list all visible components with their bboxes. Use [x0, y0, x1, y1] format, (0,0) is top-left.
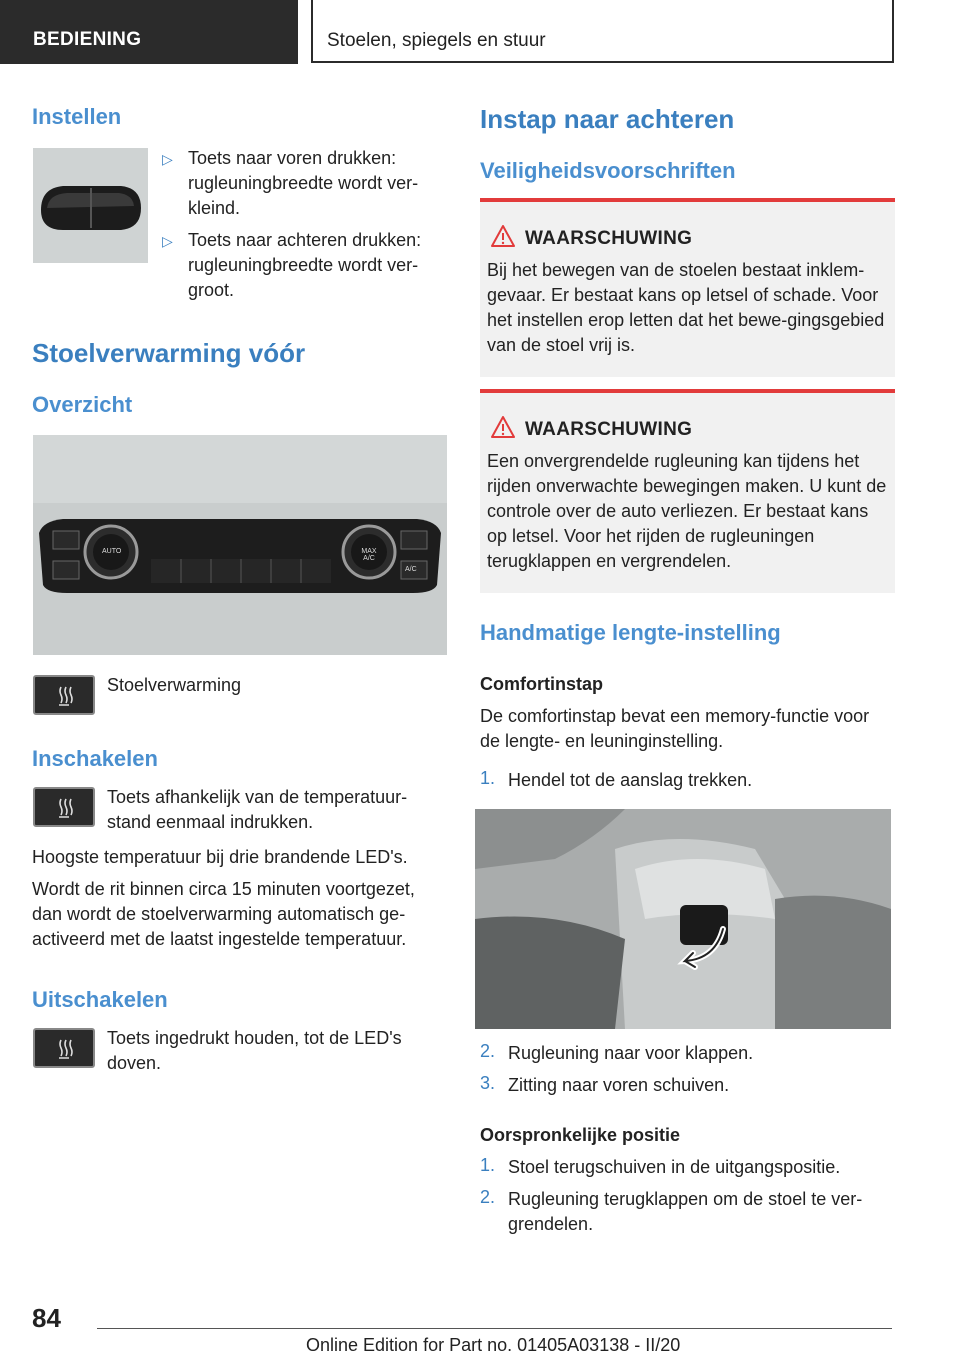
heading-handmatig: Handmatige lengte-instelling	[480, 620, 781, 645]
warning-triangle-icon	[490, 415, 516, 439]
warning-text: Bij het bewegen van de stoelen bestaat inklem-gevaar. Er bestaat kans op letsel of schade. Voor het instellen erop letten dat het bewe-gingsgebied van de stoel vrij is.	[487, 260, 885, 355]
rocker-switch-icon	[33, 148, 148, 263]
panel-label-ac: A/C	[405, 566, 417, 573]
header-chapter-tab	[311, 0, 894, 63]
list-item-text: Toets naar voren drukken: rugleuningbreedte wordt ver-kleind.	[188, 148, 419, 218]
warning-text: Een onvergrendelde rugleuning kan tijdens het rijden onverwachte bewegingen maken. U kunt de controle over de auto verliezen. Er bestaat kans op letsel. Voor het rijden de rugleuningen terugklappen en vergrendelen.	[487, 451, 887, 571]
step-text: Hendel tot de aanslag trekken.	[508, 770, 753, 790]
footer-divider	[97, 1328, 892, 1329]
heading-oorspronkelijk: Oorspronkelijke positie	[480, 1125, 681, 1145]
lever-photo	[475, 809, 891, 1029]
paragraph-auto-activation: Wordt de rit binnen circa 15 minuten voortgezet, dan wordt de stoelverwarming automatisch ge-activeerd met de laatst ingestelde temperatuur.	[32, 879, 415, 949]
panel-label-max-ac: MAX A/C	[361, 548, 377, 562]
header-chapter-label: Stoelen, spiegels en stuur	[327, 30, 546, 51]
list-item	[480, 768, 892, 793]
paragraph-led: Hoogste temperatuur bij drie brandende LED's.	[32, 847, 408, 867]
list-item	[162, 146, 442, 221]
seat-heating-icon	[33, 787, 95, 827]
step-text: Zitting naar voren schuiven.	[508, 1075, 730, 1095]
triangle-bullet-icon: ▷	[162, 233, 173, 249]
heading-inschakelen: Inschakelen	[32, 746, 158, 771]
steps-a	[480, 768, 892, 793]
steps-c	[480, 1155, 892, 1237]
seat-heating-icon	[33, 675, 95, 715]
climate-panel-illustration	[33, 435, 447, 655]
footer-edition: Online Edition for Part no. 01405A03138 - II/20	[306, 1335, 681, 1355]
steps-b	[480, 1041, 892, 1098]
step-number: 3.	[480, 1073, 496, 1093]
header-section-tab	[0, 0, 298, 64]
list-item	[480, 1073, 892, 1098]
list-item	[480, 1041, 892, 1066]
triangle-bullet-icon: ▷	[162, 151, 173, 167]
warning-title: WAARSCHUWING	[525, 228, 693, 249]
seat-heating-icon	[33, 1028, 95, 1068]
warning-triangle-icon	[490, 224, 516, 248]
comfort-text: De comfortinstap bevat een memory-functie voor de lengte- en leuninginstelling.	[480, 706, 870, 751]
heading-stoelverwarming: Stoelverwarming vóór	[32, 338, 306, 368]
instellen-list	[162, 146, 442, 303]
step-number: 2.	[480, 1187, 496, 1207]
list-item	[480, 1155, 892, 1180]
heading-comfortinstap: Comfortinstap	[480, 674, 603, 694]
inschakelen-text: Toets afhankelijk van de temperatuur-stand eenmaal indrukken.	[107, 787, 408, 832]
heading-uitschakelen: Uitschakelen	[32, 987, 168, 1012]
heading-instap: Instap naar achteren	[480, 104, 735, 134]
warning-title: WAARSCHUWING	[525, 419, 693, 440]
step-text: Stoel terugschuiven in de uitgangspositie.	[508, 1157, 841, 1177]
backrest-width-button-image	[33, 148, 148, 263]
heading-overzicht: Overzicht	[32, 392, 133, 417]
step-number: 2.	[480, 1041, 496, 1061]
heading-veiligheid: Veiligheidsvoorschriften	[480, 158, 736, 183]
seat-heating-label: Stoelverwarming	[107, 675, 242, 695]
warning-box	[480, 389, 895, 593]
step-text: Rugleuning naar voor klappen.	[508, 1043, 754, 1063]
page-number: 84	[32, 1303, 61, 1333]
list-item-text: Toets naar achteren drukken: rugleuningbreedte wordt ver-groot.	[188, 230, 422, 300]
heading-instellen: Instellen	[32, 104, 122, 129]
uitschakelen-text: Toets ingedrukt houden, tot de LED's doven.	[107, 1028, 402, 1073]
header-section-label: BEDIENING	[33, 29, 142, 50]
panel-label-auto: AUTO	[102, 548, 122, 555]
step-number: 1.	[480, 1155, 496, 1175]
climate-panel-image	[33, 435, 447, 655]
step-number: 1.	[480, 768, 496, 788]
step-text: Rugleuning terugklappen om de stoel te ver-grendelen.	[508, 1189, 863, 1234]
list-item	[162, 228, 442, 303]
seat-lever-illustration	[475, 809, 891, 1029]
list-item	[480, 1187, 892, 1237]
warning-box	[480, 198, 895, 377]
